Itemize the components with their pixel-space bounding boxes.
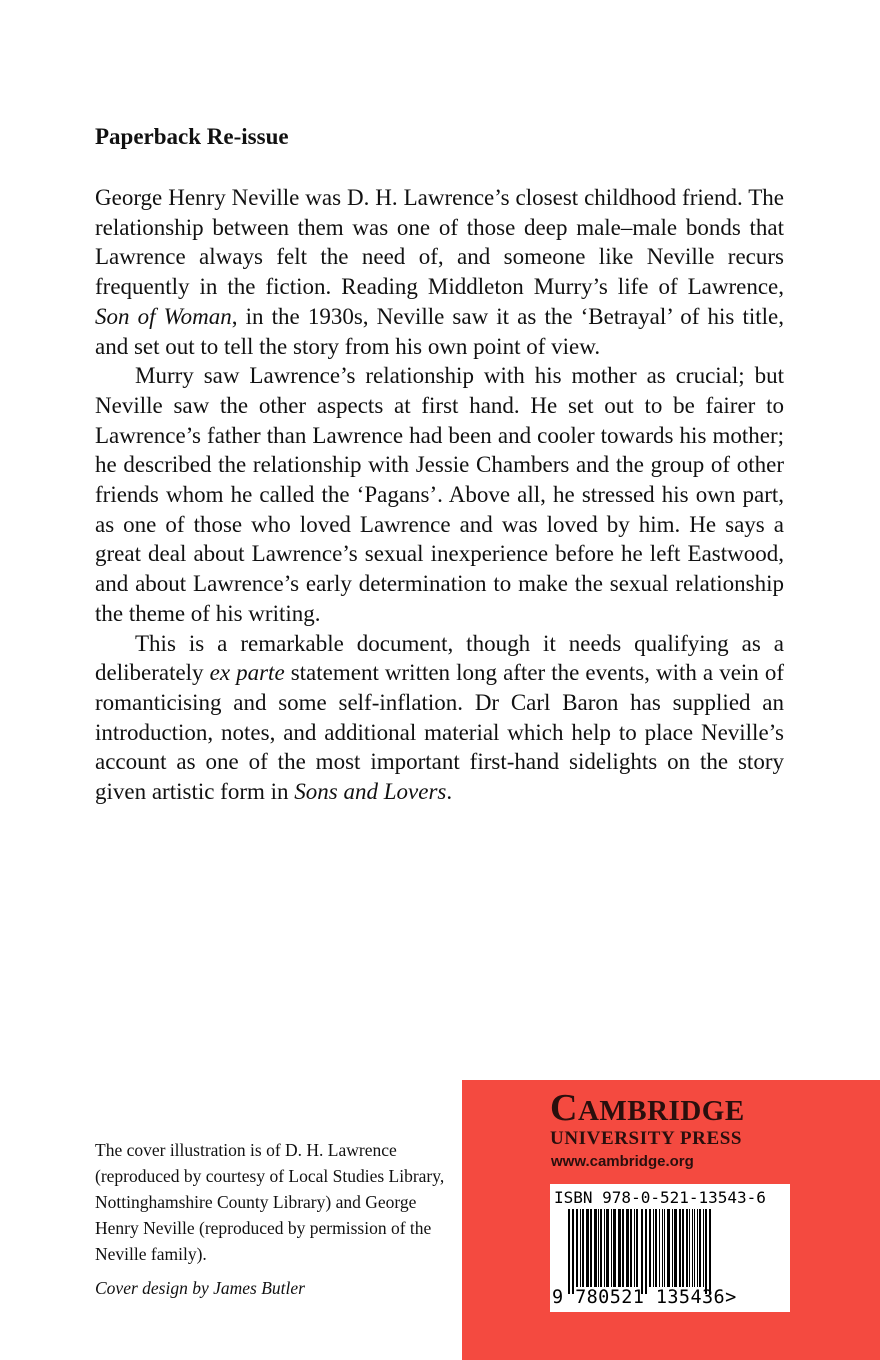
barcode-arrow: > [725, 1287, 737, 1308]
isbn-barcode [550, 1184, 790, 1312]
blurb-text [95, 183, 784, 807]
barcode-bar [626, 1209, 629, 1287]
publisher-url: www.cambridge.org [551, 1153, 694, 1170]
barcode-bar [655, 1209, 657, 1287]
barcode-bar [641, 1209, 643, 1294]
barcode-bar [674, 1209, 677, 1287]
barcode-bar [630, 1209, 632, 1287]
barcode-bar [645, 1209, 647, 1294]
barcode-number: 9 780521 135436 [552, 1287, 726, 1308]
barcode-bar [686, 1209, 688, 1287]
publisher-press: UNIVERSITY PRESS [550, 1128, 743, 1149]
barcode-bar [582, 1209, 584, 1287]
barcode-bar [586, 1209, 589, 1287]
publisher-name [550, 1086, 745, 1130]
barcode-bar [667, 1209, 670, 1287]
barcode-bar [679, 1209, 681, 1287]
barcode-bar [613, 1209, 616, 1287]
section-heading: Paperback Re-issue [95, 124, 289, 149]
barcode-bar [699, 1209, 701, 1287]
isbn-label: ISBN 978-0-521-13543-6 [554, 1188, 766, 1207]
barcode-bar [692, 1209, 693, 1287]
barcode-bar [649, 1209, 651, 1287]
barcode-bar [682, 1209, 684, 1287]
barcode-bar [689, 1209, 690, 1287]
barcode-bar [622, 1209, 624, 1287]
publisher-name-text: CAMBRIDGE [550, 1087, 745, 1129]
barcode-bar [636, 1209, 638, 1287]
barcode-bar [703, 1209, 704, 1287]
barcode-bar [600, 1209, 602, 1287]
blurb-paragraph-2: Murry saw Lawrence’s relationship with his mother as crucial; but Neville saw the other aspects at first hand. He set out to be fairer to Lawrence’s father than Lawrence had been and cooler towards his mother; he described the relationship with Jessie Chambers and the group of other friends whom he called the ‘Pagans’. Above all, he stressed his own part, as one of those who loved Lawrence and was loved by him. He says a great deal about Lawrence’s sexual inexperience before he left Eastwood, and about Lawrence’s early determination to make the sexual relationship the theme of his writing. [95, 363, 784, 626]
cover-illustration-credit: The cover illustration is of D. H. Lawrence (reproduced by courtesy of Local Studies Library, Nottinghamshire County Library) and George Henry Neville (reproduced by permission of the Neville family). [95, 1140, 445, 1264]
barcode-bar [590, 1209, 592, 1287]
barcode-bar [606, 1209, 609, 1287]
blurb-paragraph-1: George Henry Neville was D. H. Lawrence’s closest childhood friend. The relationship between them was one of those deep male–male bonds that Lawrence always felt the need of, and someone like Neville recurs frequently in the fiction. Reading Middleton Murry’s life of Lawrence, Son of Woman, in the 1930s, Neville saw it as the ‘Betrayal’ of his title, and set out to tell the story from his own point of view. [95, 185, 784, 359]
blurb-paragraph-3: This is a remarkable document, though it needs qualifying as a deliberately ex parte statement written long after the events, with a vein of romanticising and some self-inflation. Dr Carl Baron has supplied an introduction, notes, and additional material which help to place Neville’s account as one of the most important first-hand sidelights on the story given artistic form in Sons and Lovers. [95, 630, 785, 805]
barcode-bar [705, 1209, 707, 1294]
barcode-bar [709, 1209, 711, 1294]
barcode-bar [662, 1209, 663, 1287]
cover-design-credit: Cover design by James Butler [95, 1278, 305, 1298]
barcode-bar [659, 1209, 660, 1287]
barcode-bar [576, 1209, 578, 1287]
barcode-bar [694, 1209, 695, 1287]
barcode-bar [664, 1209, 665, 1287]
barcode-bar [580, 1209, 581, 1287]
barcode-bar [697, 1209, 698, 1287]
barcode-bar [618, 1209, 621, 1287]
publisher-panel [462, 1080, 880, 1360]
barcode-bar [604, 1209, 605, 1287]
barcode-bar [572, 1209, 574, 1294]
barcode-bar [672, 1209, 673, 1287]
barcode-bar [653, 1209, 654, 1287]
barcode-bar [568, 1209, 570, 1294]
barcode-bar [634, 1209, 635, 1287]
barcode-bar [594, 1209, 597, 1287]
barcode-digits [552, 1287, 737, 1308]
barcode-bar [598, 1209, 599, 1287]
barcode-bar [611, 1209, 612, 1287]
